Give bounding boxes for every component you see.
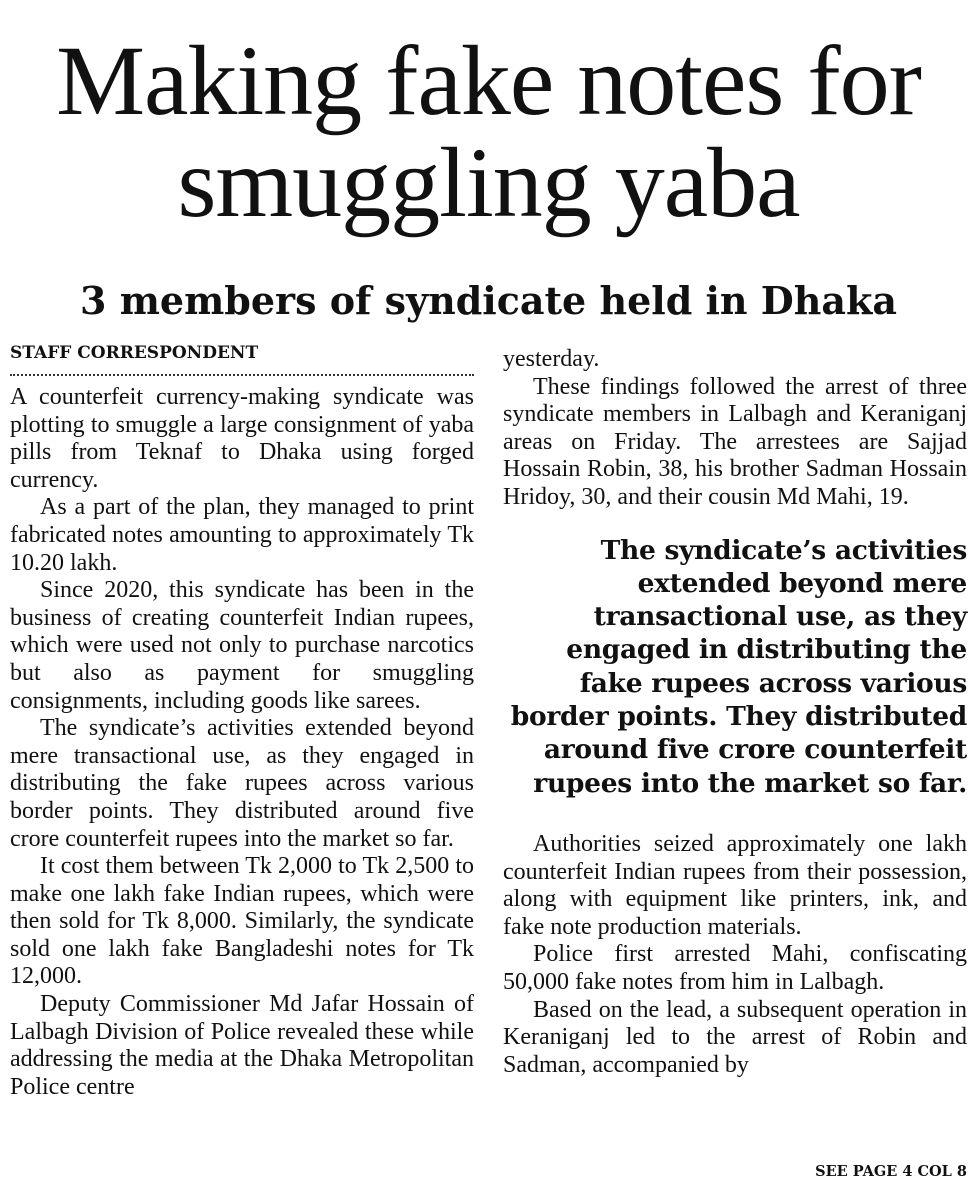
article-paragraph: Since 2020, this syndicate has been in the business of creating counterfeit Indian rupees, which were used not only to purchase narcotics but also as payment for smuggling consignments, including goods like sarees.	[10, 577, 474, 714]
article-paragraph: Authorities seized approximately one lakh counterfeit Indian rupees from their possession, along with equipment like printers, ink, and fake note production materials.	[503, 830, 967, 940]
byline: STAFF CORRESPONDENT	[10, 343, 259, 363]
article-paragraph: Based on the lead, a subsequent operation in Keraniganj led to the arrest of Robin and Sadman, accompanied by	[503, 996, 967, 1078]
article-paragraph: A counterfeit currency-making syndicate was plotting to smuggle a large consignment of yaba pills from Teknaf to Dhaka using forged currency.	[10, 384, 474, 493]
article-paragraph: It cost them between Tk 2,000 to Tk 2,500 to make one lakh fake Indian rupees, which were then sold for Tk 8,000. Similarly, the syndicate sold one lakh fake Bangladeshi notes for Tk 12,000.	[10, 853, 474, 990]
article-paragraph: These findings followed the arrest of three syndicate members in Lalbagh and Keraniganj areas on Friday. The arrestees are Sajjad Hossain Robin, 38, his brother Sadman Hossain Hridoy, 30, and their cousin Md Mahi, 19.	[503, 373, 967, 510]
headline: Making fake notes for smuggling yaba	[56, 25, 921, 238]
subheadline: 3 members of syndicate held in Dhaka	[80, 278, 897, 323]
article-paragraph: The syndicate’s activities extended beyond mere transactional use, as they engaged in distributing the fake rupees across various border points. They distributed around five crore counterfeit rupees into the market so far.	[10, 715, 474, 852]
byline-divider	[10, 374, 474, 376]
article-column-left	[10, 340, 474, 1101]
article-paragraph: Deputy Commissioner Md Jafar Hossain of Lalbagh Division of Police revealed these while addressing the media at the Dhaka Metropolitan Police centre	[10, 991, 474, 1100]
continued-jump-line: SEE PAGE 4 COL 8	[815, 1163, 967, 1180]
article-paragraph: As a part of the plan, they managed to print fabricated notes amounting to approximately Tk 10.20 lakh.	[10, 494, 474, 576]
article-paragraph: Police first arrested Mahi, confiscating 50,000 fake notes from him in Lalbagh.	[503, 941, 967, 995]
article-paragraph: yesterday.	[503, 346, 600, 372]
pull-quote: The syndicate’s activities extended beyond mere transactional use, as they engaged in distributing the fake rupees across various border points. They distributed around five crore counterfeit rupees into the market so far.	[510, 534, 967, 799]
article-column-right	[503, 346, 967, 1079]
